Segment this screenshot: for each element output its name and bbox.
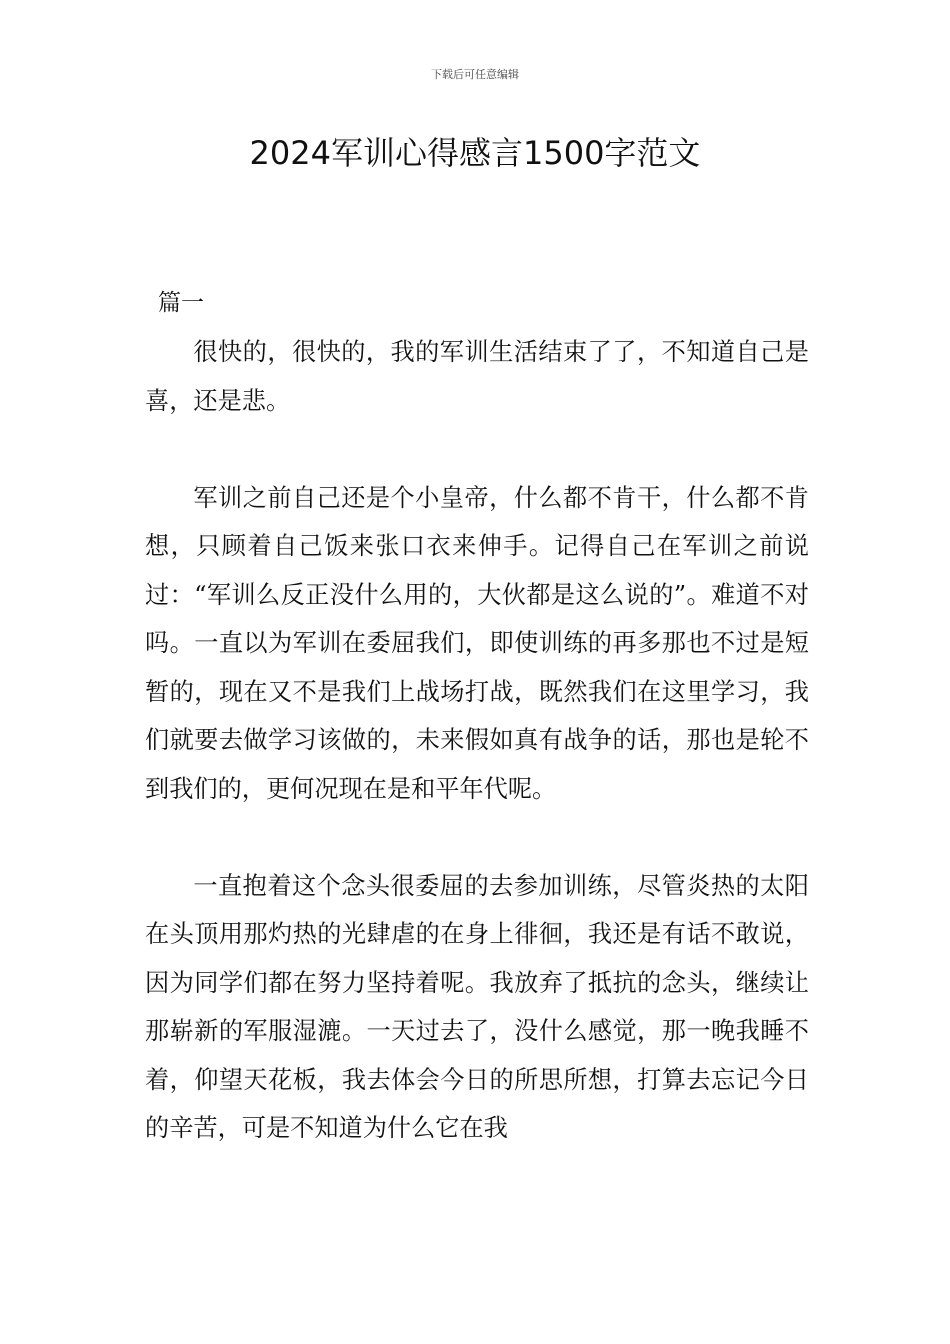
- section-heading: 篇一: [158, 290, 204, 316]
- document-title: 2024军训心得感言1500字范文: [249, 134, 701, 172]
- paragraph-1: 很快的，很快的，我的军训生活结束了了，不知道自己是喜，还是悲。: [145, 338, 809, 415]
- body-text: [145, 328, 809, 1153]
- header-note: 下载后可任意编辑: [431, 68, 519, 81]
- paragraph-3: 一直抱着这个念头很委屈的去参加训练，尽管炎热的太阳在头顶用那灼热的光肆虐的在身上徘徊，我还是有话不敢说，因为同学们都在努力坚持着呢。我放弃了抵抗的念头，继续让那崭新的军服湿漉。一天过去了，没什么感觉，那一晚我睡不着，仰望天花板，我去体会今日的所思所想，打算去忘记今日的辛苦，可是不知道为什么它在我: [145, 871, 809, 1142]
- paragraph-2: 军训之前自己还是个小皇帝，什么都不肯干，什么都不肯想，只顾着自己饭来张口衣来伸手。记得自己在军训之前说过：“军训么反正没什么用的，大伙都是这么说的”。难道不对吗。一直以为军训在委屈我们，即使训练的再多那也不过是短暂的，现在又不是我们上战场打战，既然我们在这里学习，我们就要去做学习该做的，未来假如真有战争的话，那也是轮不到我们的，更何况现在是和平年代呢。: [145, 483, 809, 803]
